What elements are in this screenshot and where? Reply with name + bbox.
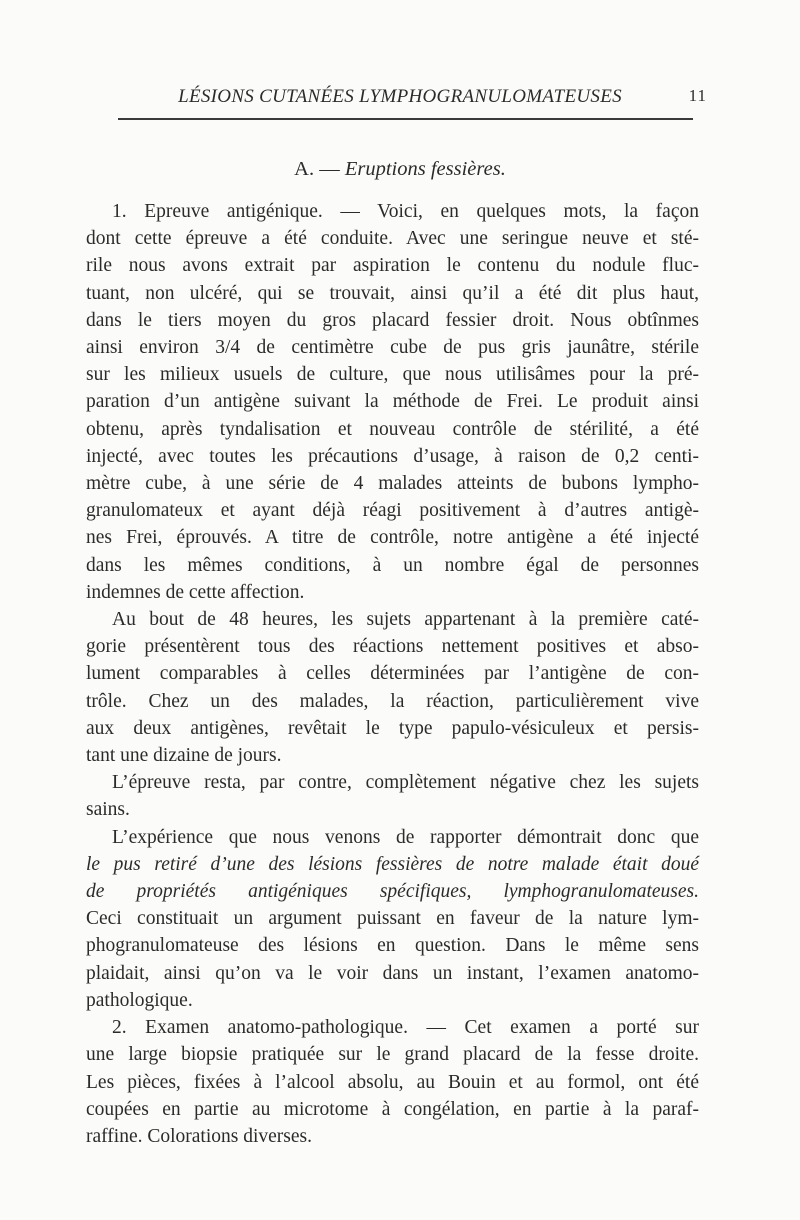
running-header <box>0 83 800 111</box>
section-title: Eruptions fessières. <box>344 158 506 180</box>
text-line: tuant, non ulcéré, qui se trouvait, ainsi qu’il a été dit plus haut, <box>86 282 699 304</box>
text-line: dans le tiers moyen du gros placard fessier droit. Nous obtînmes <box>86 309 699 331</box>
text-line: injecté, avec toutes les précautions d’usage, à raison de 0,2 centi- <box>86 445 699 467</box>
text-line: le pus retiré d’une des lésions fessières de notre malade était doué <box>86 853 699 875</box>
text-line: rile nous avons extrait par aspiration le contenu du nodule fluc- <box>86 255 699 277</box>
text-line: Ceci constituait un argument puissant en faveur de la nature lym- <box>86 908 699 930</box>
text-line: L’expérience que nous venons de rapporter démontrait donc que <box>112 826 699 848</box>
text-line: raffine. Colorations diverses. <box>86 1125 313 1147</box>
text-line: granulomateux et ayant déjà réagi positivement à d’autres antigè- <box>86 500 699 522</box>
text-line: mètre cube, à une série de 4 malades atteints de bubons lympho- <box>86 473 699 495</box>
text-line: trôle. Chez un des malades, la réaction, particulièrement vive <box>86 690 699 712</box>
page-number: 11 <box>688 86 707 105</box>
text-line: gorie présentèrent tous des réactions nettement positives et abso- <box>86 636 699 658</box>
text-line: 2. Examen anatomo-pathologique. — Cet examen a porté sur <box>112 1017 699 1039</box>
text-line: aux deux antigènes, revêtait le type papulo-vésiculeux et persis- <box>86 717 699 739</box>
text-line: L’épreuve resta, par contre, complètement négative chez les sujets <box>112 772 699 794</box>
section-heading <box>0 158 800 181</box>
text-line: 1. Epreuve antigénique. — Voici, en quelques mots, la façon <box>112 201 699 222</box>
text-line: sains. <box>86 799 130 821</box>
text-line: paration d’un antigène suivant la méthode de Frei. Le produit ainsi <box>86 391 699 413</box>
text-line: plaidait, ainsi qu’on va le voir dans un instant, l’examen anatomo- <box>86 962 699 984</box>
text-line: Les pièces, fixées à l’alcool absolu, au Bouin et au formol, ont été <box>86 1071 699 1093</box>
text-line: indemnes de cette affection. <box>86 581 305 603</box>
text-line: une large biopsie pratiquée sur le grand placard de la fesse droite. <box>86 1044 699 1066</box>
text-line: nes Frei, éprouvés. A titre de contrôle, notre antigène a été injecté <box>86 527 699 549</box>
text-line: coupées en partie au microtome à congélation, en partie à la paraf- <box>86 1098 699 1120</box>
section-letter: A. — <box>294 158 340 180</box>
running-title: LÉSIONS CUTANÉES LYMPHOGRANULOMATEUSES <box>178 86 622 107</box>
text-line: pathologique. <box>86 989 193 1011</box>
text-line: tant une dizaine de jours. <box>86 745 282 767</box>
body-text <box>86 198 699 1150</box>
text-line: lument comparables à celles déterminées par l’antigène de con- <box>86 663 699 685</box>
text-line: phogranulomateuse des lésions en question. Dans le même sens <box>86 935 699 957</box>
header-rule <box>118 118 693 120</box>
text-line: dans les mêmes conditions, à un nombre égal de personnes <box>86 554 699 576</box>
text-line: Au bout de 48 heures, les sujets appartenant à la première caté- <box>112 609 699 631</box>
text-line: dont cette épreuve a été conduite. Avec une seringue neuve et sté- <box>86 228 699 250</box>
text-line: de propriétés antigéniques spécifiques, lymphogranulomateuses. <box>86 881 699 903</box>
text-line: obtenu, après tyndalisation et nouveau contrôle de stérilité, a été <box>86 418 699 440</box>
text-line: sur les milieux usuels de culture, que nous utilisâmes pour la pré- <box>86 364 699 386</box>
text-line: ainsi environ 3/4 de centimètre cube de pus gris jaunâtre, stérile <box>86 337 699 359</box>
